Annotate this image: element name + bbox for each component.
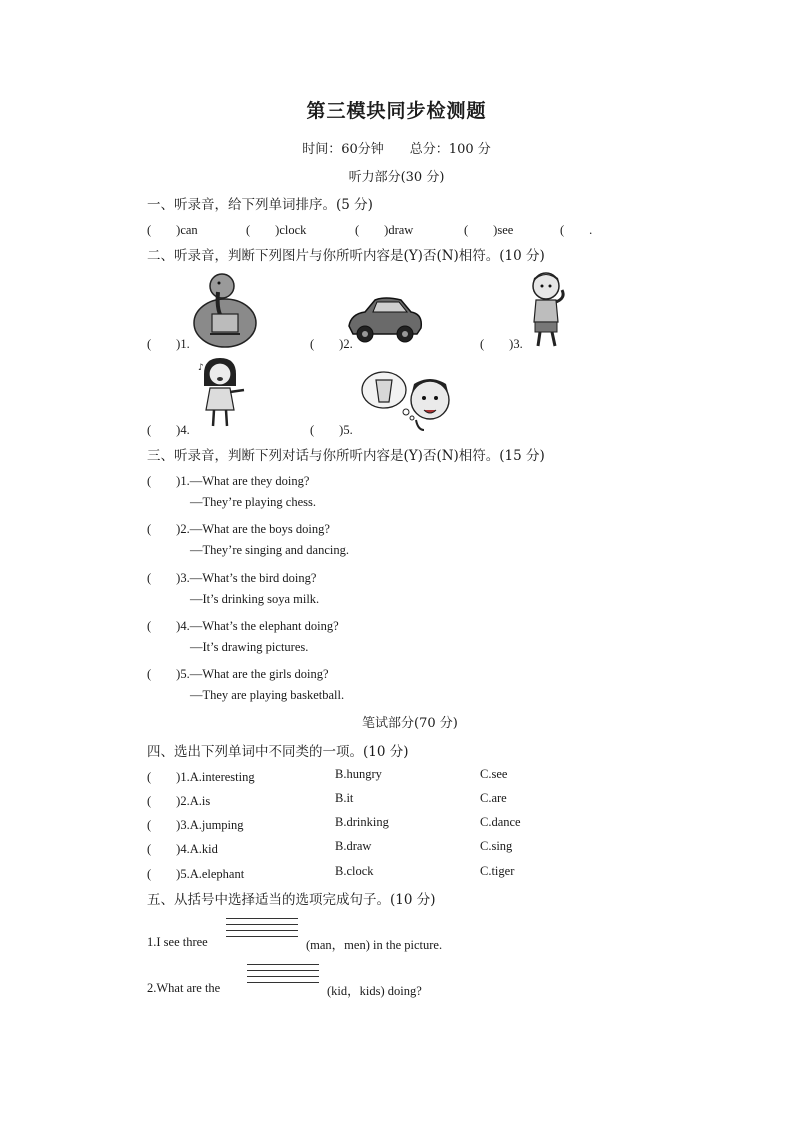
section-5-heading: 五、从括号中选择适当的选项完成句子。(10 分)	[147, 892, 436, 908]
dialogue-question: ( )1.—What are they doing?	[147, 474, 310, 488]
choice-c: C.sing	[480, 839, 513, 853]
picture-item: ( )3.	[480, 337, 523, 351]
answer-blank-1[interactable]	[226, 918, 298, 942]
elephant-picture	[190, 268, 260, 348]
car-picture	[345, 292, 425, 348]
word-item: ( .	[560, 223, 593, 237]
section-3-heading: 三、听录音，判断下列对话与你所听内容是(Y)否(N)相符。(15 分)	[147, 448, 545, 464]
word-item: ( )draw	[355, 223, 414, 237]
fill-question-2-prefix: 2.What are the	[147, 981, 221, 995]
choice-c: C.dance	[480, 815, 521, 829]
writing-heading: 笔试部分(70 分)	[362, 716, 458, 731]
fill-question-1-suffix: (man，men) in the picture.	[306, 938, 443, 952]
word-item: ( )can	[147, 223, 198, 237]
boy-thinking-picture	[522, 270, 572, 350]
listening-heading: 听力部分(30 分)	[348, 170, 445, 185]
word-item: ( )see	[464, 223, 514, 237]
dialogue-answer: —It’s drawing pictures.	[190, 640, 309, 654]
choice-b: B.draw	[335, 839, 372, 853]
section-1-heading: 一、听录音，给下列单词排序。(5 分)	[147, 197, 373, 213]
page-title: 第三模块同步检测题	[306, 100, 487, 122]
picture-item: ( )1.	[147, 337, 190, 351]
choice-c: C.tiger	[480, 864, 515, 878]
dialogue-answer: —They are playing basketball.	[190, 688, 345, 702]
choice-a: ( )2.A.is	[147, 794, 211, 808]
picture-item: ( )5.	[310, 423, 353, 437]
svg-text:♪: ♪	[198, 363, 204, 373]
section-4-heading: 四、选出下列单词中不同类的一项。(10 分)	[147, 744, 409, 760]
choice-a: ( )4.A.kid	[147, 842, 218, 856]
dialogue-answer: —They’re singing and dancing.	[190, 543, 349, 557]
choice-b: B.hungry	[335, 767, 382, 781]
picture-item: ( )4.	[147, 423, 190, 437]
choice-c: C.see	[480, 767, 508, 781]
choice-b: B.clock	[335, 864, 374, 878]
dialogue-question: ( )3.—What’s the bird doing?	[147, 571, 317, 585]
dialogue-answer: —It’s drinking soya milk.	[190, 592, 320, 606]
fill-question-1-prefix: 1.I see three	[147, 935, 208, 949]
boy-milk-picture	[358, 368, 453, 434]
dialogue-question: ( )2.—What are the boys doing?	[147, 522, 330, 536]
fill-question-2-suffix: (kid，kids) doing?	[327, 984, 422, 998]
choice-a: ( )5.A.elephant	[147, 867, 245, 881]
section-2-heading: 二、听录音，判断下列图片与你所听内容是(Y)否(N)相符。(10 分)	[147, 248, 545, 264]
dialogue-question: ( )5.—What are the girls doing?	[147, 667, 329, 681]
dialogue-question: ( )4.—What’s the elephant doing?	[147, 619, 339, 633]
answer-blank-2[interactable]	[247, 964, 319, 988]
dialogue-answer: —They’re playing chess.	[190, 495, 317, 509]
picture-item: ( )2.	[310, 337, 353, 351]
choice-a: ( )1.A.interesting	[147, 770, 255, 784]
word-item: ( )clock	[246, 223, 307, 237]
choice-a: ( )3.A.jumping	[147, 818, 244, 832]
choice-b: B.drinking	[335, 815, 389, 829]
choice-b: B.it	[335, 791, 354, 805]
girl-singing-picture	[196, 356, 246, 430]
choice-c: C.are	[480, 791, 507, 805]
exam-meta: 时间：60分钟 总分：100 分	[302, 142, 491, 157]
